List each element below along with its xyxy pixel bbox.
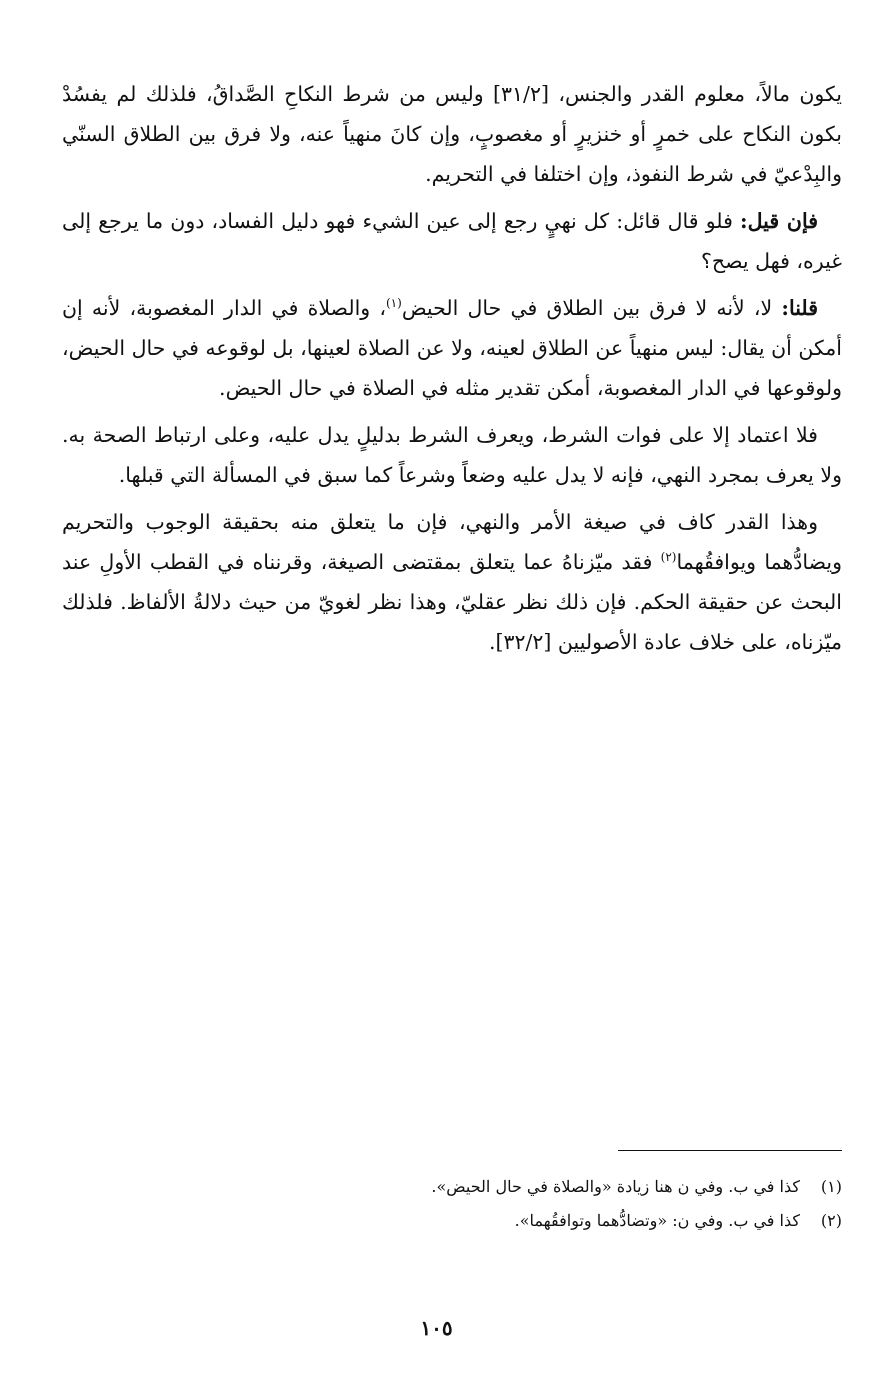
footnote-2-text: كذا في ب. وفي ن: «وتضادُّهما وتوافقُهما». bbox=[514, 1211, 800, 1230]
paragraph-5-text-before: وهذا القدر كاف في صيغة الأمر والنهي، فإن ما يتعلق منه بحقيقة الوجوب والتحريم ويضادُّهما ويوافقُهما bbox=[62, 510, 842, 574]
paragraph-2-lead: فإن قيل: bbox=[740, 209, 818, 233]
footnote-2-number: (٢) bbox=[820, 1211, 842, 1230]
paragraph-3-text-before: لا، لأنه لا فرق بين الطلاق في حال الحيض bbox=[401, 296, 782, 320]
paragraph-3-lead: قلنا: bbox=[781, 296, 818, 320]
footnote-1-number: (١) bbox=[820, 1177, 842, 1196]
footnote-ref-2: (٢) bbox=[660, 550, 677, 565]
paragraph-3-text-after: ، والصلاة في الدار المغصوبة، لأنه إن أمكن أن يقال: ليس منهياً عن الطلاق لعينه، ولا عن الصلاة لعينها، بل لوقوعه في حال الحيض، ولوقوعها في الدار المغصوبة، أمكن تقدير مثله في الصلاة في حال الحيض. bbox=[62, 296, 842, 400]
footnote-1-text: كذا في ب. وفي ن هنا زيادة «والصلاة في حال الحيض». bbox=[431, 1177, 800, 1196]
paragraph-5 bbox=[62, 502, 842, 662]
paragraph-1: يكون مالاً، معلوم القدر والجنس، [٣١/٢] وليس من شرط النكاحِ الصَّداقُ، فلذلك لم يفسُدْ بكون النكاح على خمرٍ أو خنزيرٍ أو مغصوبٍ، وإن كانَ منهياً عنه، ولا فرق بين الطلاق السنّي والبِدْعيّ في شرط النفوذ، وإن اختلفا في التحريم. bbox=[62, 82, 842, 186]
footnote-ref-1: (١) bbox=[385, 296, 402, 311]
footnote-separator bbox=[618, 1150, 842, 1151]
footnotes bbox=[300, 1170, 842, 1238]
page-number: ١٠٥ bbox=[420, 1316, 453, 1340]
paragraph-4: فلا اعتماد إلا على فوات الشرط، ويعرف الشرط بدليلٍ يدل عليه، وعلى ارتباط الصحة به. ولا يعرف بمجرد النهي، فإنه لا يدل عليه وضعاً وشرعاً كما سبق في المسألة التي قبلها. bbox=[62, 423, 842, 487]
paragraph-2-text: فلو قال قائل: كل نهيٍ رجع إلى عين الشيء فهو دليل الفساد، دون ما يرجع إلى غيره، فهل يصح؟ bbox=[62, 209, 842, 273]
main-text bbox=[62, 74, 842, 669]
paragraph-5-text-after: فقد ميّزناهُ عما يتعلق بمقتضى الصيغة، وقرنناه في القطب الأولِ عند البحث عن حقيقة الحكم. فإن ذلك نظر عقليّ، وهذا نظر لغويّ من حيث دلالةُ الألفاظ. فلذلك ميّزناه، على خلاف عادة الأصوليين [٣٢/٢]. bbox=[62, 550, 842, 654]
paragraph-3 bbox=[62, 288, 842, 408]
footnote-2 bbox=[300, 1204, 842, 1238]
footnote-1 bbox=[300, 1170, 842, 1204]
paragraph-2 bbox=[62, 201, 842, 281]
